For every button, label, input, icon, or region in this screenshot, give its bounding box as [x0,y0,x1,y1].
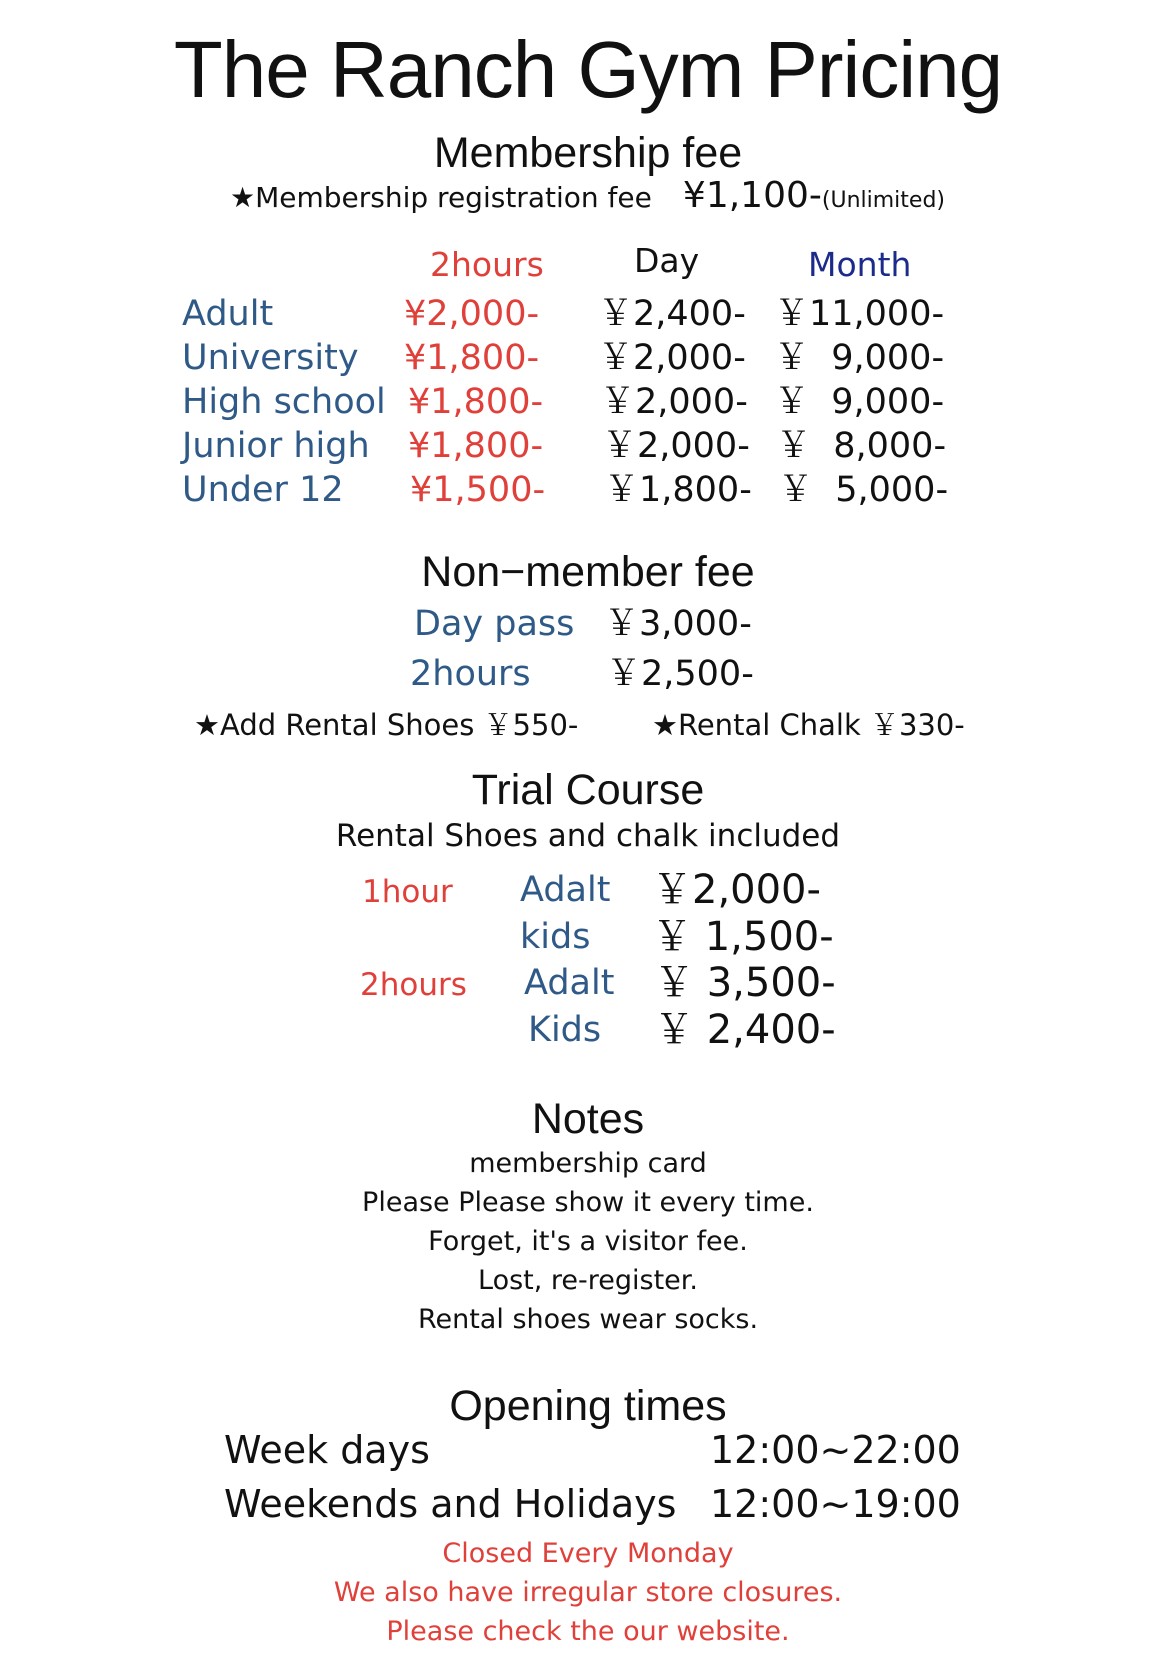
nonmember-row-label: Day pass [414,604,575,644]
trial-price: ￥ 2,400- [654,1007,836,1053]
note-line: membership card [469,1148,707,1179]
trial-price: ￥ 3,500- [654,960,836,1006]
closure-line: Closed Every Monday [442,1538,734,1569]
membership-month-price: ￥ 9,000- [774,382,945,422]
membership-row-label: Junior high [182,426,370,466]
membership-2hours-price: ¥1,800- [404,338,540,378]
trial-heading: Trial Course [471,766,705,814]
note-line: Forget, it's a visitor fee. [428,1226,748,1257]
registration-label: ★Membership registration fee [230,181,652,214]
notes-heading: Notes [531,1095,645,1143]
membership-row-label: Adult [182,294,274,334]
membership-month-price: ￥ 5,000- [778,470,949,510]
membership-day-price: ￥2,000- [602,426,750,466]
note-line: Lost, re-register. [478,1265,698,1296]
opening-row-label: Weekends and Holidays [224,1482,677,1526]
nonmember-row-price: ￥3,000- [604,604,752,644]
trial-subheading: Rental Shoes and chalk included [335,818,841,854]
membership-row-label: University [182,338,359,378]
membership-2hours-price: ¥1,800- [408,382,544,422]
trial-price: ￥2,000- [652,867,821,913]
membership-row-label: High school [182,382,386,422]
rental-shoes-note: ★Add Rental Shoes ￥550- [194,708,579,742]
nonmember-row-price: ￥2,500- [606,654,754,694]
note-line: Rental shoes wear socks. [417,1304,759,1335]
rental-chalk-note: ★Rental Chalk ￥330- [652,708,965,742]
opening-row-time: 12:00~19:00 [710,1482,961,1526]
column-header-2hours: 2hours [430,245,544,284]
membership-day-price: ￥2,400- [598,294,746,334]
membership-heading: Membership fee [433,129,743,177]
nonmember-heading: Non−member fee [421,548,755,596]
page-title: The Ranch Gym Pricing [173,25,1003,114]
registration-price: ¥1,100- [682,175,822,216]
membership-2hours-price: ¥1,500- [410,470,546,510]
membership-month-price: ￥ 8,000- [776,426,947,466]
closure-line: We also have irregular store closures. [333,1577,843,1608]
column-header-day: Day [634,241,700,280]
membership-day-price: ￥1,800- [604,470,752,510]
column-header-month: Month [808,245,912,284]
opening-row-label: Week days [224,1428,430,1472]
trial-type: Adalt [520,870,611,910]
trial-duration: 1hour [362,874,453,910]
trial-duration: 2hours [360,967,467,1003]
membership-day-price: ￥2,000- [600,382,748,422]
membership-row-label: Under 12 [182,470,344,510]
nonmember-row-label: 2hours [410,654,531,694]
closure-line: Please check the our website. [386,1616,790,1647]
trial-type: kids [520,917,591,957]
trial-type: Kids [528,1010,602,1050]
membership-2hours-price: ¥1,800- [408,426,544,466]
note-line: Please Please show it every time. [362,1187,814,1218]
registration-note: (Unlimited) [821,188,945,213]
membership-2hours-price: ¥2,000- [404,294,540,334]
trial-type: Adalt [524,963,615,1003]
opening-heading: Opening times [449,1382,727,1430]
membership-month-price: ￥11,000- [774,294,945,334]
membership-day-price: ￥2,000- [598,338,746,378]
trial-price: ￥ 1,500- [652,914,834,960]
registration-line [230,175,945,216]
membership-month-price: ￥ 9,000- [774,338,945,378]
opening-row-time: 12:00~22:00 [710,1428,961,1472]
